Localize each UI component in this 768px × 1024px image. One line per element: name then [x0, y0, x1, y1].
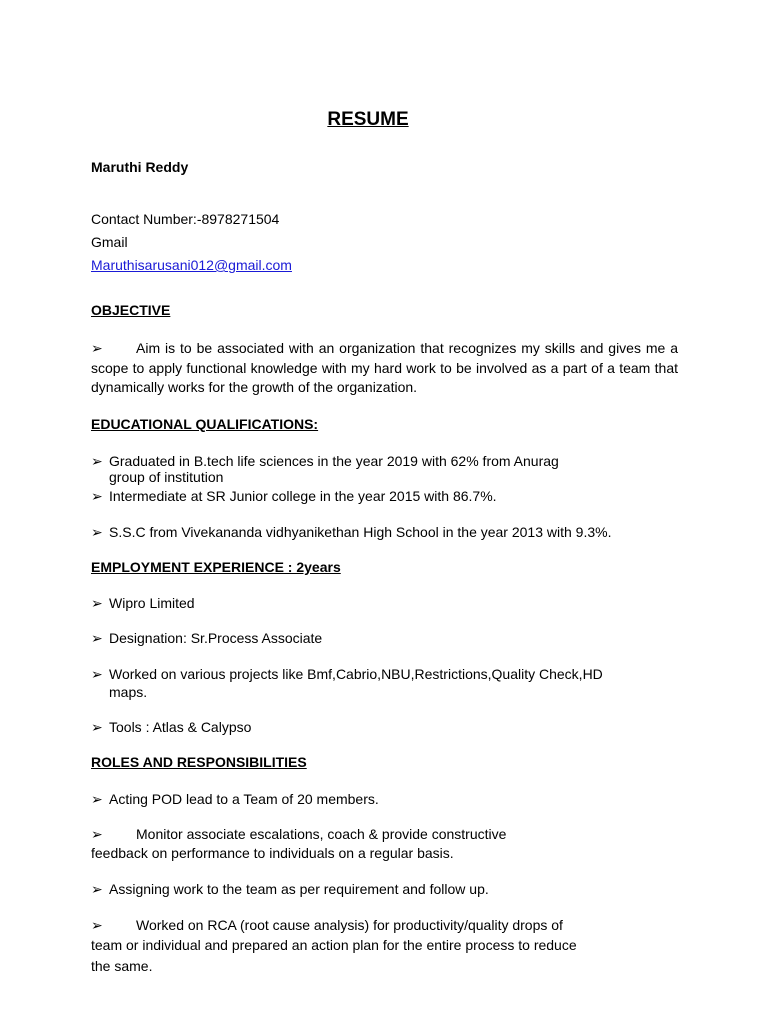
roles-item-4-cont-1: team or individual and prepared an action plan for the entire process to reduce — [91, 937, 577, 953]
employment-item-3-cont: maps. — [109, 684, 148, 700]
gmail-label: Gmail — [91, 234, 128, 250]
roles-item-4-cont-2: the same. — [91, 958, 153, 974]
employment-item-3: ➢ Worked on various projects like Bmf,Cabrio,NBU,Restrictions,Quality Check,HD — [91, 666, 603, 682]
bullet-arrow-icon: ➢ — [91, 666, 103, 682]
education-item-1: ➢ Graduated in B.tech life sciences in the year 2019 with 62% from Anurag — [91, 453, 559, 469]
employment-item-4: ➢ Tools : Atlas & Calypso — [91, 719, 252, 735]
roles-item-2-cont: feedback on performance to individuals on a regular basis. — [91, 845, 454, 861]
email-link[interactable]: Maruthisarusani012@gmail.com — [91, 257, 292, 273]
bullet-arrow-icon: ➢ — [91, 630, 103, 646]
employment-heading: EMPLOYMENT EXPERIENCE : 2years — [91, 559, 341, 575]
bullet-arrow-icon: ➢ — [91, 340, 103, 356]
page-title: RESUME — [327, 109, 409, 130]
education-item-3: ➢ S.S.C from Vivekananda vidhyanikethan High School in the year 2013 with 9.3%. — [91, 524, 612, 540]
bullet-arrow-icon: ➢ — [91, 826, 103, 842]
bullet-arrow-icon: ➢ — [91, 881, 103, 897]
roles-item-2: ➢ Monitor associate escalations, coach & provide constructive — [91, 826, 507, 842]
employment-item-2: ➢ Designation: Sr.Process Associate — [91, 630, 323, 646]
objective-text — [91, 339, 678, 398]
objective-paragraph: Aim is to be associated with an organization that recognizes my skills and gives me a scope to apply functional knowledge with my hard work to be involved as a part of a team that dynamically works for the growth of the organization. — [91, 340, 678, 395]
education-item-1-cont: group of institution — [109, 469, 224, 485]
bullet-arrow-icon: ➢ — [91, 595, 103, 611]
bullet-arrow-icon: ➢ — [91, 488, 103, 504]
education-item-2: ➢ Intermediate at SR Junior college in the year 2015 with 86.7%. — [91, 488, 497, 504]
bullet-arrow-icon: ➢ — [91, 917, 103, 933]
objective-heading: OBJECTIVE — [91, 302, 171, 318]
roles-item-3: ➢ Assigning work to the team as per requirement and follow up. — [91, 881, 489, 897]
roles-item-4: ➢ Worked on RCA (root cause analysis) for productivity/quality drops of — [91, 917, 563, 933]
bullet-arrow-icon: ➢ — [91, 791, 103, 807]
bullet-arrow-icon: ➢ — [91, 719, 103, 735]
contact-number: Contact Number:-8978271504 — [91, 211, 280, 227]
education-heading: EDUCATIONAL QUALIFICATIONS: — [91, 416, 319, 432]
roles-heading: ROLES AND RESPONSIBILITIES — [91, 754, 307, 770]
employment-item-1: ➢ Wipro Limited — [91, 595, 195, 611]
candidate-name: Maruthi Reddy — [91, 159, 189, 175]
bullet-arrow-icon: ➢ — [91, 453, 103, 469]
bullet-arrow-icon: ➢ — [91, 524, 103, 540]
roles-item-1: ➢ Acting POD lead to a Team of 20 members. — [91, 791, 379, 807]
